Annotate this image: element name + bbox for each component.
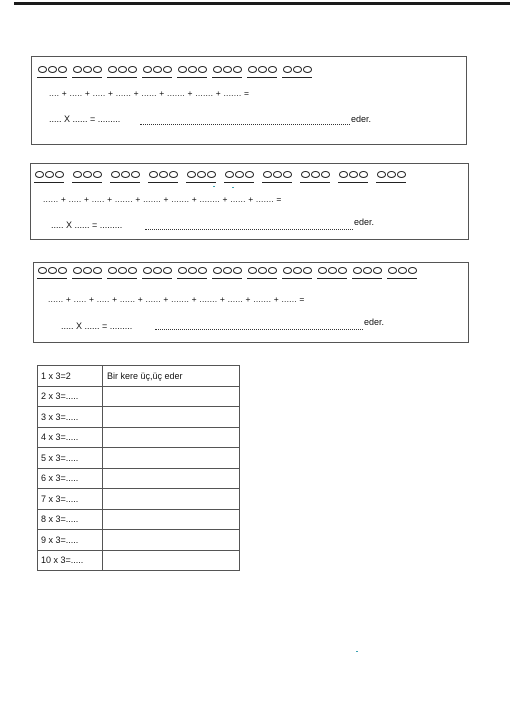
- mult-prefix-3: ..... X ...... = .........: [61, 321, 133, 331]
- circle-icon: [268, 66, 277, 73]
- circle-icon: [38, 267, 47, 274]
- circle-icon: [397, 171, 406, 178]
- circle-icon: [108, 267, 117, 274]
- circle-icon: [118, 66, 127, 73]
- table-row: [38, 407, 240, 428]
- circle-icon: [45, 171, 54, 178]
- circle-icon: [198, 66, 207, 73]
- ink-speck: [356, 651, 358, 652]
- table-row: [38, 489, 240, 510]
- circle-group: [34, 169, 64, 183]
- circle-icon: [248, 267, 257, 274]
- circle-icon: [178, 66, 187, 73]
- table-row: [38, 530, 240, 551]
- circle-icon: [248, 66, 257, 73]
- circle-icon: [198, 267, 207, 274]
- circle-group: [247, 64, 277, 78]
- circle-group: [352, 265, 382, 279]
- answer-dots-1: [140, 124, 350, 125]
- circle-icon: [58, 267, 67, 274]
- circle-group: [72, 265, 102, 279]
- circle-icon: [153, 267, 162, 274]
- ink-speck: [213, 186, 215, 187]
- circle-icon: [178, 267, 187, 274]
- sum-line-1: .... + ..... + ..... + ...... + ...... + ....... + ....... + ....... =: [49, 88, 250, 98]
- circle-group: [338, 169, 368, 183]
- circle-group: [387, 265, 417, 279]
- circle-icon: [359, 171, 368, 178]
- circle-icon: [38, 66, 47, 73]
- expression-cell: 6 x 3=.....: [38, 468, 103, 489]
- circle-group: [148, 169, 178, 183]
- circle-group: [282, 64, 312, 78]
- exercise-box-2: [30, 163, 469, 240]
- table-row: [38, 366, 240, 387]
- circle-icon: [311, 171, 320, 178]
- circle-icon: [353, 267, 362, 274]
- circle-icon: [48, 66, 57, 73]
- answer-cell[interactable]: [103, 550, 240, 571]
- circle-icon: [48, 267, 57, 274]
- expression-cell: 9 x 3=.....: [38, 530, 103, 551]
- circle-icon: [263, 171, 272, 178]
- circle-icon: [128, 66, 137, 73]
- circle-icon: [131, 171, 140, 178]
- circle-icon: [73, 171, 82, 178]
- circle-icon: [93, 66, 102, 73]
- circle-groups-2: [34, 169, 406, 183]
- circle-icon: [169, 171, 178, 178]
- circle-icon: [258, 267, 267, 274]
- circle-group: [300, 169, 330, 183]
- circle-icon: [121, 171, 130, 178]
- circle-group: [142, 265, 172, 279]
- circle-group: [177, 265, 207, 279]
- circle-group: [110, 169, 140, 183]
- circle-icon: [213, 267, 222, 274]
- expression-cell: 3 x 3=.....: [38, 407, 103, 428]
- circle-group: [177, 64, 207, 78]
- circle-icon: [58, 66, 67, 73]
- circle-icon: [35, 171, 44, 178]
- circle-groups-1: [37, 64, 312, 78]
- circle-icon: [235, 171, 244, 178]
- mult-prefix-1: ..... X ...... = .........: [49, 114, 121, 124]
- circle-group: [317, 265, 347, 279]
- circle-icon: [108, 66, 117, 73]
- circle-icon: [373, 267, 382, 274]
- circle-icon: [283, 267, 292, 274]
- expression-cell: 1 x 3=2: [38, 366, 103, 387]
- circle-icon: [111, 171, 120, 178]
- circle-icon: [318, 267, 327, 274]
- circle-icon: [93, 267, 102, 274]
- circle-group: [37, 64, 67, 78]
- circle-icon: [188, 267, 197, 274]
- eder-label-3: eder.: [364, 317, 385, 327]
- circle-group: [37, 265, 67, 279]
- circle-icon: [339, 171, 348, 178]
- circle-icon: [83, 267, 92, 274]
- circle-icon: [73, 66, 82, 73]
- circle-group: [247, 265, 277, 279]
- circle-icon: [363, 267, 372, 274]
- circle-icon: [223, 66, 232, 73]
- circle-icon: [163, 267, 172, 274]
- expression-cell: 10 x 3=.....: [38, 550, 103, 571]
- circle-icon: [293, 66, 302, 73]
- eder-label-1: eder.: [351, 114, 372, 124]
- circle-icon: [55, 171, 64, 178]
- circle-icon: [273, 171, 282, 178]
- circle-icon: [153, 66, 162, 73]
- answer-cell[interactable]: [103, 386, 240, 407]
- circle-icon: [268, 267, 277, 274]
- circle-icon: [377, 171, 386, 178]
- circle-icon: [128, 267, 137, 274]
- expression-cell: 4 x 3=.....: [38, 427, 103, 448]
- circle-group: [262, 169, 292, 183]
- answer-cell[interactable]: [103, 427, 240, 448]
- expression-cell: 8 x 3=.....: [38, 509, 103, 530]
- table-row: [38, 386, 240, 407]
- circle-icon: [118, 267, 127, 274]
- circle-group: [212, 265, 242, 279]
- circle-icon: [207, 171, 216, 178]
- circle-icon: [187, 171, 196, 178]
- circle-icon: [349, 171, 358, 178]
- circle-icon: [283, 171, 292, 178]
- table-row: [38, 468, 240, 489]
- circle-icon: [388, 267, 397, 274]
- circle-icon: [303, 267, 312, 274]
- circle-icon: [83, 171, 92, 178]
- circle-icon: [149, 171, 158, 178]
- circle-icon: [303, 66, 312, 73]
- circle-group: [107, 64, 137, 78]
- circle-icon: [188, 66, 197, 73]
- answer-cell[interactable]: Bir kere üç,üç eder: [103, 366, 240, 387]
- answer-cell[interactable]: [103, 509, 240, 530]
- exercise-box-1: [31, 56, 467, 145]
- circle-icon: [143, 267, 152, 274]
- circle-group: [72, 64, 102, 78]
- circle-icon: [408, 267, 417, 274]
- circle-icon: [321, 171, 330, 178]
- circle-icon: [159, 171, 168, 178]
- table-row: [38, 550, 240, 571]
- circle-group: [107, 265, 137, 279]
- circle-icon: [197, 171, 206, 178]
- sum-line-2: ...... + ..... + ..... + ....... + ....... + ....... + ........ + ...... + ....... =: [43, 194, 282, 204]
- answer-cell[interactable]: [103, 407, 240, 428]
- circle-icon: [83, 66, 92, 73]
- circle-icon: [213, 66, 222, 73]
- mult-prefix-2: ..... X ...... = .........: [51, 220, 123, 230]
- circle-icon: [73, 267, 82, 274]
- exercise-box-3: [33, 262, 469, 343]
- circle-icon: [143, 66, 152, 73]
- circle-icon: [301, 171, 310, 178]
- expression-cell: 7 x 3=.....: [38, 489, 103, 510]
- circle-icon: [293, 267, 302, 274]
- circle-group: [142, 64, 172, 78]
- page-top-edge: [14, 2, 510, 5]
- answer-dots-2: [145, 229, 353, 230]
- circle-group: [186, 169, 216, 183]
- answer-cell[interactable]: [103, 448, 240, 469]
- circle-icon: [328, 267, 337, 274]
- sum-line-3: ...... + ..... + ..... + ...... + ...... + ....... + ....... + ...... + ....... + ...... =: [48, 294, 305, 304]
- circle-group: [376, 169, 406, 183]
- circle-groups-3: [37, 265, 417, 279]
- multiplication-table: [37, 365, 240, 571]
- circle-icon: [233, 267, 242, 274]
- circle-icon: [233, 66, 242, 73]
- circle-icon: [283, 66, 292, 73]
- answer-cell[interactable]: [103, 489, 240, 510]
- table-row: [38, 427, 240, 448]
- circle-icon: [225, 171, 234, 178]
- table-row: [38, 509, 240, 530]
- circle-icon: [387, 171, 396, 178]
- circle-group: [212, 64, 242, 78]
- circle-icon: [398, 267, 407, 274]
- circle-icon: [93, 171, 102, 178]
- circle-icon: [245, 171, 254, 178]
- expression-cell: 2 x 3=.....: [38, 386, 103, 407]
- circle-group: [224, 169, 254, 183]
- eder-label-2: eder.: [354, 217, 375, 227]
- circle-icon: [163, 66, 172, 73]
- answer-cell[interactable]: [103, 468, 240, 489]
- ink-speck: [232, 187, 234, 188]
- circle-icon: [223, 267, 232, 274]
- circle-icon: [258, 66, 267, 73]
- expression-cell: 5 x 3=.....: [38, 448, 103, 469]
- circle-icon: [338, 267, 347, 274]
- answer-cell[interactable]: [103, 530, 240, 551]
- circle-group: [282, 265, 312, 279]
- circle-group: [72, 169, 102, 183]
- answer-dots-3: [155, 329, 363, 330]
- table-row: [38, 448, 240, 469]
